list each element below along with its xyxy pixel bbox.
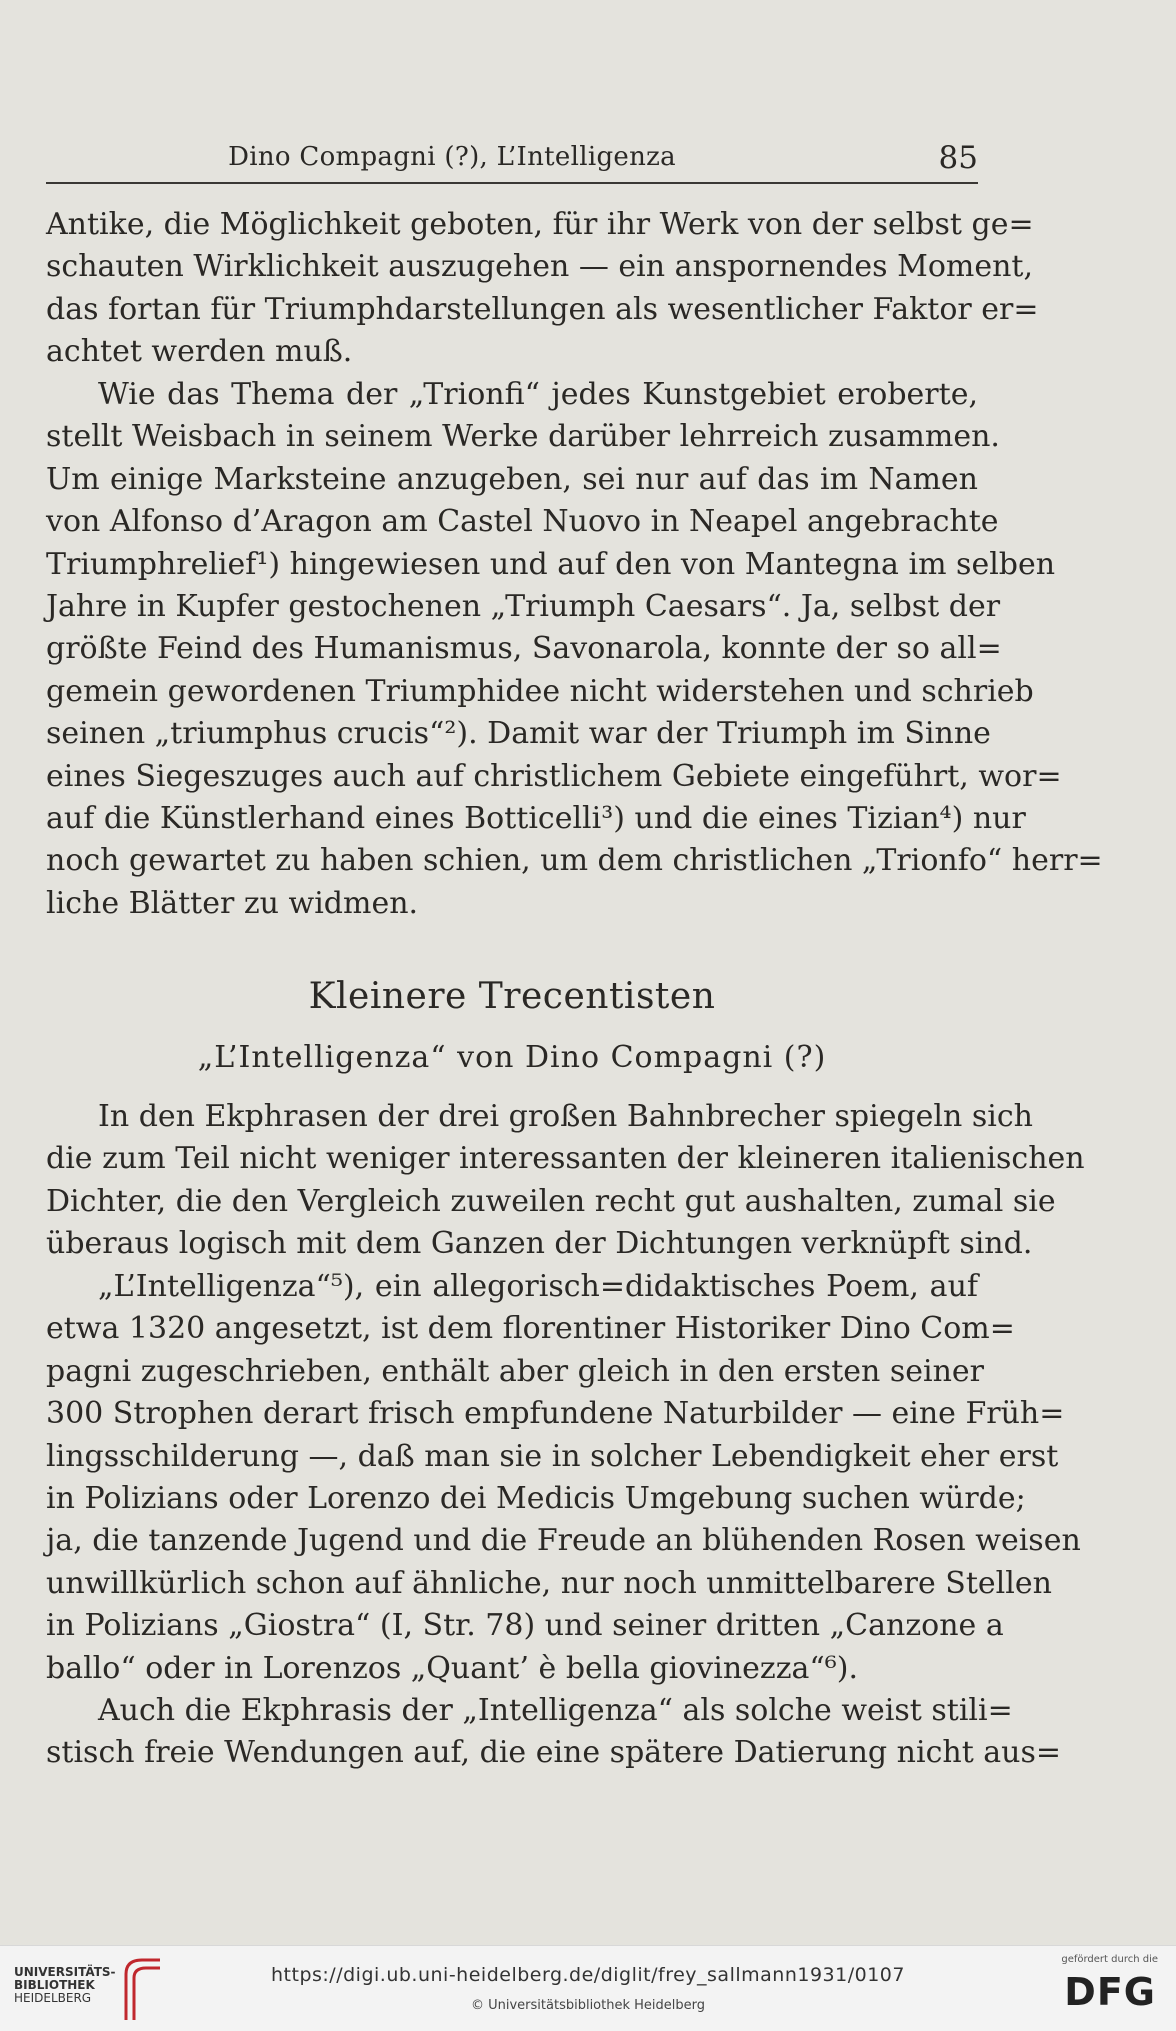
text-line: Triumphrelief¹) hingewiesen und auf den von Mantegna im selben [46, 546, 1056, 582]
text-line: Wie das Thema der „Trionfi“ jedes Kunstgebiet eroberte, [98, 377, 978, 412]
page-number: 85 [938, 140, 978, 176]
text-line: auf die Künstlerhand eines Botticelli³) und die eines Tizian⁴) nur [46, 800, 1026, 836]
text-line: größte Feind des Humanismus, Savonarola, konnte der so all= [46, 631, 1002, 667]
paragraph-5 [46, 1690, 1062, 1775]
text-line: in Polizians „Giostra“ (I, Str. 78) und seiner dritten „Canzone a [46, 1608, 1004, 1644]
text-line: ballo“ oder in Lorenzos „Quant’ è bella giovinezza“⁶). [46, 1650, 858, 1686]
funding-note: gefördert durch die [1061, 1954, 1158, 1965]
digitization-footer [0, 1945, 1176, 2031]
text-line: Um einige Marksteine anzugeben, sei nur auf das im Namen [46, 461, 978, 497]
section-subtitle: „L’Intelligenza“ von Dino Compagni (?) [197, 1040, 827, 1075]
text-line: ja, die tanzende Jugend und die Freude an blühenden Rosen weisen [46, 1523, 1081, 1559]
paragraph-1 [46, 204, 1039, 374]
paragraph-4 [46, 1266, 1081, 1690]
text-line: das fortan für Triumphdarstellungen als wesentlicher Faktor er= [46, 291, 1039, 327]
text-line: noch gewartet zu haben schien, um dem christlichen „Trionfo“ herr= [46, 843, 1103, 879]
text-line: pagni zugeschrieben, enthält aber gleich in den ersten seiner [46, 1353, 985, 1389]
paragraph-3 [46, 1096, 1085, 1266]
text-line: Antike, die Möglichkeit geboten, für ihr Werk von der selbst ge= [46, 207, 1034, 242]
section-title: Kleinere Trecentisten [308, 976, 716, 1017]
text-line: überaus logisch mit dem Ganzen der Dichtungen verknüpft sind. [46, 1226, 1033, 1262]
text-line: in Polizians oder Lorenzo dei Medicis Umgebung suchen würde; [46, 1480, 1026, 1516]
running-title: Dino Compagni (?), L’Intelligenza [228, 142, 676, 172]
text-line: die zum Teil nicht weniger interessanten der kleineren italienischen [46, 1141, 1085, 1177]
library-name-line: UNIVERSITÄTS- [14, 1965, 116, 1979]
text-line: Jahre in Kupfer gestochenen „Triumph Caesars“. Ja, selbst der [46, 588, 1001, 624]
text-line: seinen „triumphus crucis“²). Damit war der Triumph im Sinne [46, 716, 991, 752]
copyright-notice: © Universitätsbibliothek Heidelberg [470, 1998, 705, 2013]
paragraph-2 [46, 374, 1103, 925]
text-line: 300 Strophen derart frisch empfundene Naturbilder — eine Früh= [46, 1396, 1065, 1432]
text-line: stisch freie Wendungen auf, die eine spätere Datierung nicht aus= [46, 1735, 1062, 1771]
text-line: „L’Intelligenza“⁵), ein allegorisch=didaktisches Poem, auf [98, 1269, 978, 1304]
text-line: Auch die Ekphrasis der „Intelligenza“ als solche weist stili= [98, 1693, 1013, 1728]
text-line: Dichter, die den Vergleich zuweilen recht gut aushalten, zumal sie [46, 1183, 1056, 1219]
running-head [46, 138, 978, 184]
library-name-line: HEIDELBERG [14, 1991, 92, 2005]
text-line: gemein gewordenen Triumphidee nicht widerstehen und schrieb [46, 673, 1034, 709]
library-name-line: BIBLIOTHEK [14, 1978, 95, 1992]
text-line: achtet werden muß. [46, 334, 353, 370]
text-line: eines Siegeszuges auch auf christlichem Gebiete eingeführt, wor= [46, 758, 1062, 794]
text-line: schauten Wirklichkeit auszugehen — ein anspornendes Moment, [46, 249, 1033, 285]
dfg-logo: DFG [1064, 1970, 1156, 2014]
text-line: stellt Weisbach in seinem Werke darüber lehrreich zusammen. [46, 419, 1000, 455]
text-line: lingsschilderung —, daß man sie in solcher Lebendigkeit eher erst [46, 1438, 1059, 1474]
permalink-url[interactable]: https://digi.ub.uni-heidelberg.de/diglit/frey_sallmann1931/0107 [271, 1964, 905, 1986]
text-line: etwa 1320 angesetzt, ist dem florentiner Historiker Dino Com= [46, 1311, 1015, 1347]
text-line: unwillkürlich schon auf ähnliche, nur noch unmittelbarere Stellen [46, 1565, 1052, 1601]
text-line: liche Blätter zu widmen. [46, 885, 419, 921]
text-line: In den Ekphrasen der drei großen Bahnbrecher spiegeln sich [98, 1099, 1033, 1134]
text-line: von Alfonso d’Aragon am Castel Nuovo in Neapel angebrachte [46, 504, 999, 540]
